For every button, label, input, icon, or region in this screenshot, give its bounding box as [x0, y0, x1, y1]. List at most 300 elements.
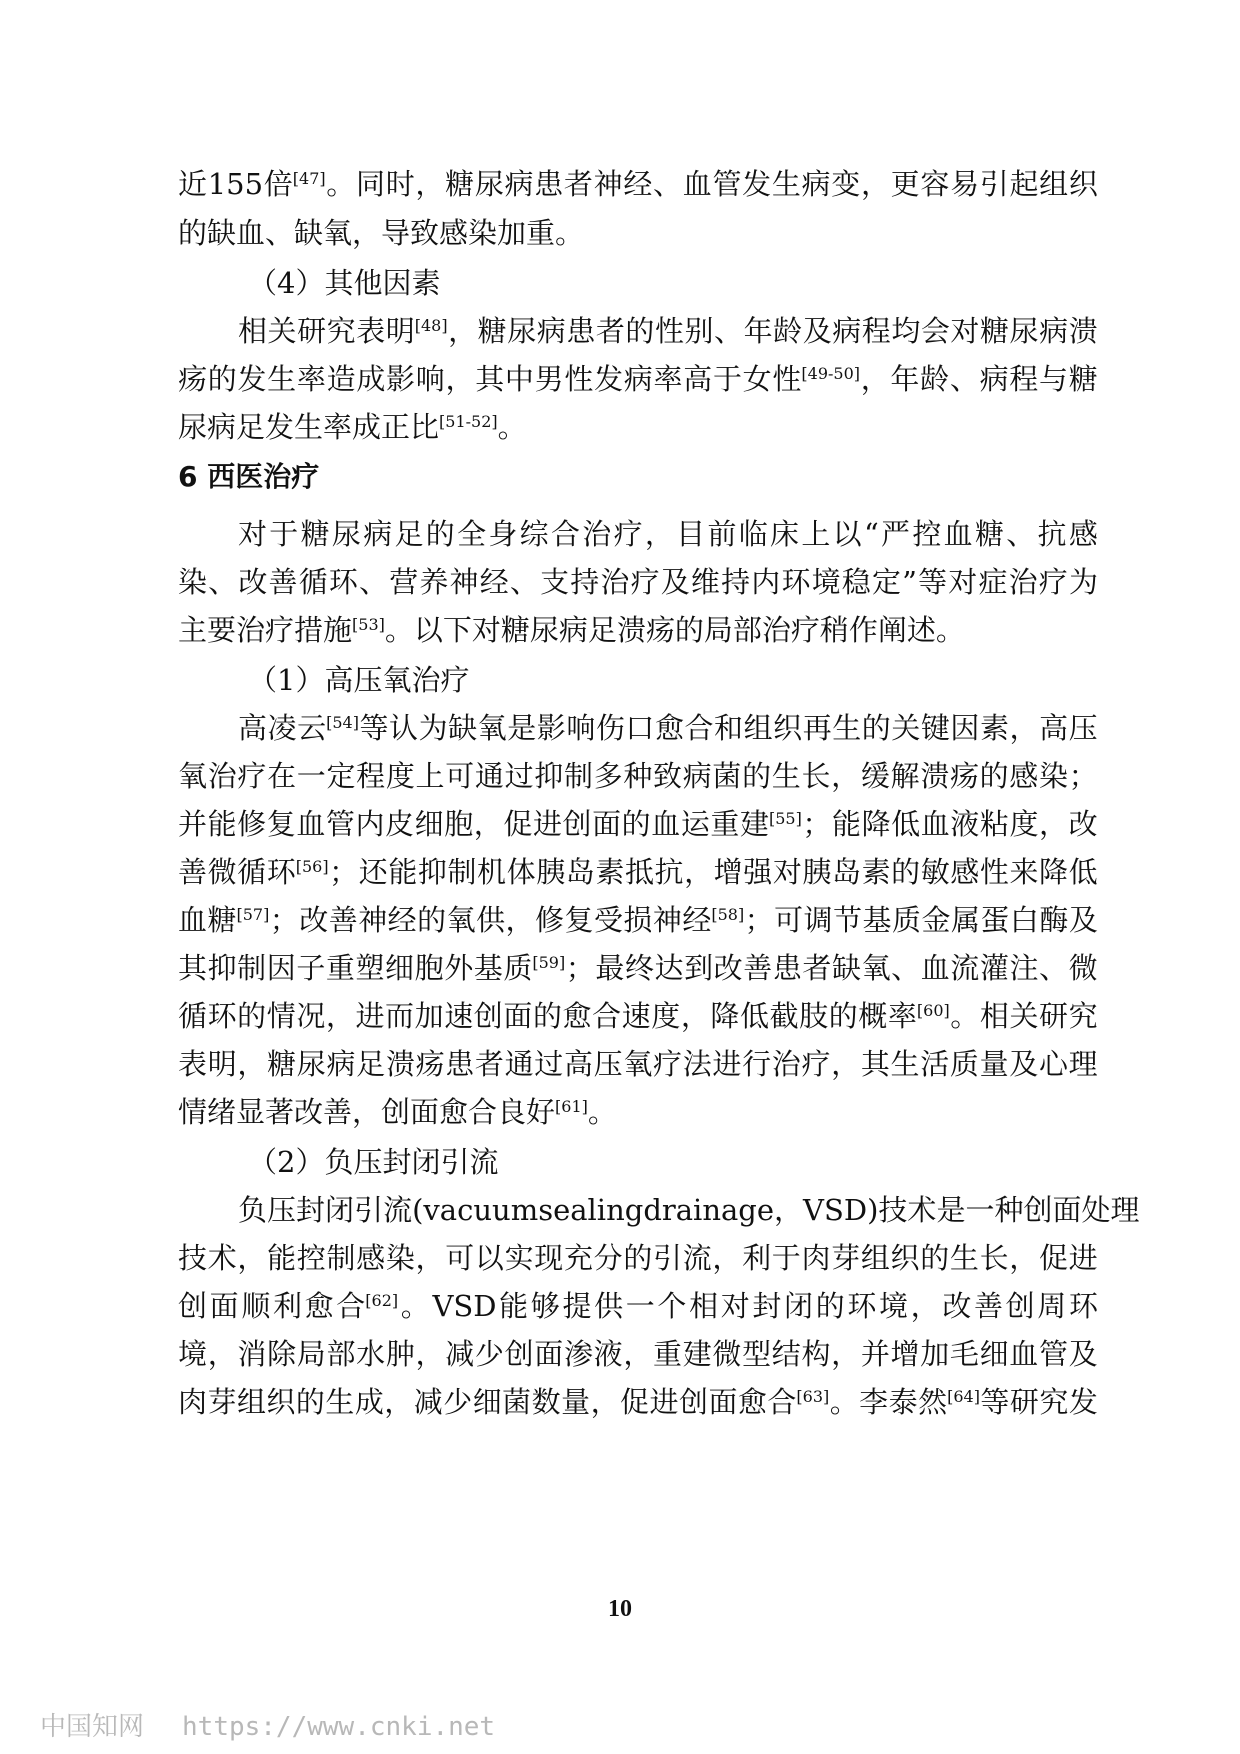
- text-glyph: 血: [682, 167, 712, 201]
- text-glyph: sealing: [538, 1193, 644, 1227]
- text-glyph: 对: [772, 855, 802, 889]
- text-glyph: 别: [684, 314, 714, 348]
- text-glyph: 达: [654, 951, 684, 985]
- text-glyph: 病: [801, 167, 831, 201]
- text-glyph: 的: [920, 1241, 950, 1275]
- text-glyph: 控: [296, 1241, 326, 1275]
- text-glyph: 治: [582, 517, 612, 551]
- text-glyph: 岛: [565, 855, 595, 889]
- text-glyph: 、: [509, 565, 539, 599]
- text-glyph: 倍[47]: [263, 167, 326, 201]
- text-glyph: 质[59]: [503, 951, 566, 985]
- text-glyph: 流: [682, 1241, 712, 1275]
- text-glyph: 少: [443, 1385, 473, 1419]
- text-glyph: 素: [979, 711, 1009, 745]
- text-glyph: 促: [620, 1385, 650, 1419]
- text-glyph: 尿: [1009, 314, 1039, 348]
- text-glyph: 病: [1039, 314, 1069, 348]
- text-glyph: 度: [651, 999, 681, 1033]
- text-run: 。以下对糖尿病足溃疡的局部治疗稍作阐述。: [384, 613, 965, 647]
- text-line: [178, 1092, 1098, 1132]
- text-glyph: 和: [714, 711, 744, 745]
- text-glyph: 疗: [630, 565, 660, 599]
- text-glyph: 经: [387, 903, 417, 937]
- text-run: （4）其他因素: [248, 266, 441, 300]
- text-glyph: ，: [623, 1337, 653, 1371]
- text-glyph: 创: [473, 999, 503, 1033]
- text-glyph: 速: [621, 999, 651, 1033]
- text-line: [178, 1334, 1098, 1374]
- citation-ref: [59]: [532, 953, 566, 972]
- text-glyph: 。: [400, 1289, 430, 1323]
- text-glyph: 充: [563, 1241, 593, 1275]
- citation-ref: [61]: [555, 1097, 588, 1116]
- text-glyph: 、: [891, 951, 921, 985]
- text-glyph: 可: [774, 903, 804, 937]
- text-glyph: 尿: [474, 167, 504, 201]
- text-glyph: ；: [269, 903, 299, 937]
- text-glyph: 其: [178, 951, 208, 985]
- text-glyph: 体: [506, 855, 536, 889]
- text-glyph: 的: [417, 903, 447, 937]
- text-glyph: 组: [1039, 167, 1069, 201]
- text-glyph: 抗: [654, 855, 684, 889]
- text-glyph: 并: [178, 807, 208, 841]
- text-glyph: 织: [1068, 167, 1098, 201]
- text-glyph: ，: [237, 1241, 267, 1275]
- text-glyph: 创: [178, 1289, 208, 1323]
- text-glyph: 疡: [178, 362, 208, 396]
- text-glyph: 皮: [385, 807, 415, 841]
- text-glyph: 合[63]: [767, 1385, 830, 1419]
- text-glyph: ，: [448, 314, 478, 348]
- text-glyph: 建[55]: [739, 807, 802, 841]
- text-glyph: 能: [267, 1241, 297, 1275]
- text-glyph: 降: [1039, 855, 1069, 889]
- text-glyph: ，: [860, 362, 890, 396]
- text-glyph: 增: [890, 1337, 920, 1371]
- text-glyph: ，: [207, 1337, 237, 1371]
- text-glyph: 减: [413, 1385, 443, 1419]
- text-glyph: 利: [742, 1241, 772, 1275]
- text-glyph: 起: [1009, 167, 1039, 201]
- text-glyph: 、: [208, 565, 238, 599]
- text-glyph: 重: [710, 807, 740, 841]
- text-glyph: 因: [266, 951, 296, 985]
- text-glyph: 循: [237, 855, 267, 889]
- text-glyph: ，: [910, 1289, 940, 1323]
- text-glyph: 。: [950, 999, 980, 1033]
- text-glyph: ，: [237, 1047, 267, 1081]
- text-glyph: 相: [689, 1289, 719, 1323]
- text-glyph: 质: [892, 903, 922, 937]
- text-glyph: 影: [536, 711, 566, 745]
- text-glyph: 易: [950, 167, 980, 201]
- text-run: 的缺血、缺氧，导致感染加重。: [178, 216, 585, 250]
- text-glyph: 岛: [831, 855, 861, 889]
- text-glyph: 的: [742, 759, 772, 793]
- text-glyph: 氧: [178, 759, 208, 793]
- text-glyph: 创: [1023, 1193, 1053, 1227]
- text-glyph: 口: [625, 711, 655, 745]
- text-glyph: 修: [535, 903, 565, 937]
- text-glyph: 其: [475, 362, 505, 396]
- text-run: 6 西医治疗: [178, 460, 320, 493]
- text-glyph: 染: [1038, 759, 1068, 793]
- text-glyph: ；: [802, 807, 832, 841]
- text-glyph: 通: [504, 1047, 534, 1081]
- text-glyph: 一: [625, 1289, 655, 1323]
- text-line: [178, 900, 1098, 940]
- text-glyph: 糖[57]: [207, 903, 270, 937]
- text-glyph: 组: [236, 1385, 266, 1419]
- text-glyph: 经[58]: [682, 903, 745, 937]
- text-glyph: 数: [531, 1385, 561, 1419]
- text-glyph: 善: [328, 903, 358, 937]
- text-glyph: 消: [237, 1337, 267, 1371]
- text-glyph: 相: [238, 314, 268, 348]
- text-glyph: 解: [890, 759, 920, 793]
- text-glyph: 压: [593, 1047, 623, 1081]
- text-glyph: 染: [178, 565, 208, 599]
- text-glyph: 面: [708, 1385, 738, 1419]
- text-glyph: 者: [474, 1047, 504, 1081]
- text-glyph: 改: [1068, 807, 1098, 841]
- text-glyph: 病: [536, 314, 566, 348]
- text-glyph: “: [863, 517, 879, 551]
- text-glyph: 生: [832, 711, 862, 745]
- text-glyph: 造: [326, 362, 356, 396]
- text-glyph: 微: [1068, 951, 1098, 985]
- text-glyph: 外: [444, 951, 474, 985]
- text-glyph: 抵: [624, 855, 654, 889]
- text-glyph: 者: [595, 314, 625, 348]
- text-glyph: 愈: [737, 1385, 767, 1419]
- text-glyph: 循: [298, 565, 328, 599]
- text-glyph: 的: [621, 807, 651, 841]
- text-glyph: 封: [752, 1289, 782, 1323]
- text-glyph: 织: [773, 711, 803, 745]
- text-glyph: 支: [540, 565, 570, 599]
- text-glyph: 速: [444, 999, 474, 1033]
- text-glyph: 粘: [979, 807, 1009, 841]
- text-glyph: 建: [682, 1337, 712, 1371]
- text-glyph: 云[54]: [297, 711, 359, 745]
- citation-ref: [60]: [916, 1001, 950, 1020]
- text-line: [178, 407, 1098, 447]
- text-glyph: 发: [1068, 1385, 1098, 1419]
- text-glyph: 量: [979, 1047, 1009, 1081]
- text-glyph: 能: [831, 807, 861, 841]
- citation-ref: [58]: [711, 905, 745, 924]
- text-glyph: 成: [354, 1385, 384, 1419]
- text-glyph: 量: [561, 1385, 591, 1419]
- text-glyph: 进: [1068, 1241, 1098, 1275]
- text-glyph: 微: [207, 855, 237, 889]
- text-glyph: 表: [356, 314, 386, 348]
- text-glyph: 细: [979, 1337, 1009, 1371]
- text-glyph: 血: [651, 807, 681, 841]
- text-glyph: 程: [1009, 362, 1039, 396]
- text-glyph: 流: [950, 951, 980, 985]
- text-glyph: 塑: [355, 951, 385, 985]
- text-glyph: 菌: [712, 759, 742, 793]
- text-glyph: 利: [272, 1289, 302, 1323]
- text-glyph: 可: [445, 1241, 475, 1275]
- text-glyph: 身: [488, 517, 518, 551]
- citation-ref: [62]: [365, 1291, 399, 1310]
- text-glyph: 中: [504, 362, 534, 396]
- text-line: [178, 852, 1098, 892]
- text-glyph: 术: [207, 1241, 237, 1275]
- text-glyph: 闭: [325, 1193, 355, 1227]
- citation-ref: [56]: [295, 857, 329, 876]
- text-glyph: 除: [267, 1337, 297, 1371]
- text-glyph: 行: [742, 1047, 772, 1081]
- text-glyph: 病: [504, 167, 534, 201]
- text-glyph: 龄: [773, 314, 803, 348]
- text-glyph: 合: [550, 517, 580, 551]
- text-glyph: 蛋: [980, 903, 1010, 937]
- text-glyph: ，: [415, 1337, 445, 1371]
- text-glyph: 的: [828, 999, 858, 1033]
- text-glyph: 泰: [888, 1385, 918, 1419]
- text-glyph: 其: [860, 1047, 890, 1081]
- text-glyph: 氧: [446, 903, 476, 937]
- text-glyph: 明[48]: [385, 314, 448, 348]
- cnki-watermark: [40, 1706, 533, 1743]
- text-glyph: 抑: [417, 855, 447, 889]
- text-glyph: 疡: [949, 759, 979, 793]
- text-glyph: ”: [902, 565, 917, 599]
- text-glyph: 供: [594, 1289, 624, 1323]
- citation-ref: [48]: [414, 316, 448, 335]
- text-glyph: 降: [710, 999, 740, 1033]
- text-glyph: 能: [499, 1289, 529, 1323]
- text-glyph: 金: [921, 903, 951, 937]
- text-glyph: 注: [1009, 951, 1039, 985]
- text-glyph: ，: [680, 999, 710, 1033]
- text-glyph: 等: [359, 711, 389, 745]
- text-glyph: 会: [920, 314, 950, 348]
- text-glyph: 缓: [860, 759, 890, 793]
- text-glyph: 伤: [595, 711, 625, 745]
- text-glyph: 液: [950, 807, 980, 841]
- text-run: 。: [587, 1095, 617, 1129]
- text-glyph: 酶: [1039, 903, 1069, 937]
- text-glyph: ，: [590, 1385, 620, 1419]
- text-glyph: 合: [592, 999, 622, 1033]
- text-glyph: ，: [831, 1047, 861, 1081]
- text-glyph: 过: [504, 759, 534, 793]
- text-line: [238, 708, 1098, 748]
- text-glyph: 。: [829, 1385, 859, 1419]
- text-glyph: 症: [978, 565, 1008, 599]
- text-glyph: 发: [594, 362, 624, 396]
- text-glyph: 多: [593, 759, 623, 793]
- text-glyph: ，: [505, 903, 535, 937]
- text-glyph: 等: [980, 1385, 1010, 1419]
- text-glyph: 促: [503, 807, 533, 841]
- text-glyph: 上: [801, 517, 831, 551]
- text-glyph: 全: [457, 517, 487, 551]
- text-glyph: 神: [593, 167, 623, 201]
- citation-ref: [64]: [947, 1387, 980, 1406]
- text-glyph: 流: [383, 1193, 413, 1227]
- text-glyph: 究: [1068, 999, 1098, 1033]
- text-glyph: 率: [653, 362, 683, 396]
- text-glyph: 生: [949, 1241, 979, 1275]
- text-glyph: 部: [326, 1337, 356, 1371]
- text-glyph: 性: [979, 855, 1009, 889]
- text-glyph: 概: [858, 999, 888, 1033]
- text-glyph: 节: [833, 903, 863, 937]
- text-glyph: 凌: [267, 711, 297, 745]
- text-glyph: 治: [207, 759, 237, 793]
- text-glyph: 通: [474, 759, 504, 793]
- text-glyph: 、: [714, 314, 744, 348]
- text-glyph: VSD): [803, 1193, 879, 1227]
- text-glyph: 氧: [861, 951, 891, 985]
- text-glyph: 尿: [296, 1047, 326, 1081]
- citation-ref: [63]: [796, 1387, 830, 1406]
- citation-ref: [54]: [326, 713, 359, 732]
- text-glyph: 生: [771, 167, 801, 201]
- text-glyph: 一: [965, 1193, 995, 1227]
- text-glyph: ，: [684, 855, 714, 889]
- text-glyph: 是: [936, 1193, 966, 1227]
- text-glyph: 疗: [653, 1047, 683, 1081]
- text-glyph: 构: [801, 1337, 831, 1371]
- text-glyph: 理: [1110, 1193, 1140, 1227]
- text-glyph: ，: [415, 1241, 445, 1275]
- text-line: [178, 1044, 1098, 1084]
- text-glyph: 长: [801, 759, 831, 793]
- text-glyph: 与: [1039, 362, 1069, 396]
- text-glyph: 活: [920, 1047, 950, 1081]
- text-glyph: 患: [772, 951, 802, 985]
- text-glyph: 织: [890, 1241, 920, 1275]
- text-glyph: 创: [678, 1385, 708, 1419]
- text-glyph: 感: [950, 855, 980, 889]
- text-glyph: 毛: [949, 1337, 979, 1371]
- text-glyph: 局: [296, 1337, 326, 1371]
- text-glyph: 者: [563, 167, 593, 201]
- text-glyph: 再: [802, 711, 832, 745]
- text-glyph: 善: [743, 951, 773, 985]
- text-glyph: 糖: [477, 314, 507, 348]
- text-glyph: 对: [948, 565, 978, 599]
- text-glyph: 疗: [613, 517, 643, 551]
- text-glyph: 质: [949, 1047, 979, 1081]
- text-glyph: 善: [973, 1289, 1003, 1323]
- text-glyph: 明: [207, 1047, 237, 1081]
- text-glyph: 愈: [304, 1289, 334, 1323]
- text-glyph: 发: [237, 362, 267, 396]
- text-glyph: ，: [384, 1385, 414, 1419]
- text-glyph: 截: [769, 999, 799, 1033]
- text-glyph: 型: [742, 1337, 772, 1371]
- text-glyph: 成: [356, 362, 386, 396]
- text-glyph: 上: [415, 759, 445, 793]
- citation-ref: [55]: [769, 809, 802, 828]
- text-glyph: 于: [771, 1241, 801, 1275]
- text-glyph: 糖: [300, 517, 330, 551]
- text-glyph: 时: [385, 167, 415, 201]
- text-glyph: 率: [296, 362, 326, 396]
- text-glyph: 一: [296, 759, 326, 793]
- text-glyph: 属: [950, 903, 980, 937]
- text-glyph: 及: [1068, 1337, 1098, 1371]
- text-glyph: 芽: [831, 1241, 861, 1275]
- text-glyph: 近: [178, 167, 208, 201]
- text-glyph: 感: [1068, 517, 1098, 551]
- text-line: [178, 610, 1098, 650]
- text-glyph: 及: [1009, 1047, 1039, 1081]
- text-glyph: 对: [720, 1289, 750, 1323]
- text-glyph: 性[49-50]: [772, 362, 860, 396]
- text-glyph: ，: [325, 999, 355, 1033]
- text-glyph: 女: [742, 362, 772, 396]
- text-glyph: 面: [534, 1337, 564, 1371]
- citation-ref: [51-52]: [439, 412, 498, 431]
- text-glyph: 对: [238, 517, 268, 551]
- text-glyph: 胞: [444, 807, 474, 841]
- text-glyph: ，: [1009, 1241, 1039, 1275]
- text-glyph: 循: [178, 999, 208, 1033]
- text-glyph: 患: [534, 167, 564, 201]
- text-glyph: 糖: [974, 517, 1004, 551]
- text-glyph: 病: [682, 759, 712, 793]
- text-glyph: 持: [570, 565, 600, 599]
- text-glyph: 生: [267, 362, 297, 396]
- text-glyph: 血: [178, 903, 208, 937]
- text-line: [178, 1286, 1098, 1326]
- text-run: 。: [497, 410, 527, 444]
- citation-ref: [57]: [236, 905, 270, 924]
- text-glyph: 缺: [831, 951, 861, 985]
- text-glyph: 境: [811, 565, 841, 599]
- text-glyph: 神: [358, 903, 388, 937]
- page-number: 10: [608, 1596, 632, 1622]
- text-glyph: 高: [238, 711, 268, 745]
- text-glyph: 愈: [654, 711, 684, 745]
- text-glyph: 影: [386, 362, 416, 396]
- text-glyph: 患: [445, 1047, 475, 1081]
- text-glyph: 处: [1081, 1193, 1111, 1227]
- text-glyph: 面: [592, 807, 622, 841]
- text-glyph: 养: [419, 565, 449, 599]
- text-glyph: 抑: [534, 759, 564, 793]
- text-glyph: 微: [712, 1337, 742, 1371]
- text-glyph: 创: [562, 807, 592, 841]
- text-glyph: 的: [532, 999, 562, 1033]
- text-line: [178, 756, 1098, 796]
- text-glyph: 键: [920, 711, 950, 745]
- text-glyph: 病: [979, 362, 1009, 396]
- text-glyph: 环: [781, 565, 811, 599]
- text-glyph: 菌: [502, 1385, 532, 1419]
- text-glyph: 为: [1068, 565, 1098, 599]
- text-glyph: 织: [266, 1385, 296, 1419]
- text-glyph: 的: [979, 759, 1009, 793]
- text-glyph: 治: [600, 565, 630, 599]
- text-glyph: 提: [562, 1289, 592, 1323]
- text-glyph: 子: [296, 951, 326, 985]
- text-glyph: 发: [742, 167, 772, 201]
- text-glyph: 性: [654, 314, 684, 348]
- subsection-heading: [248, 1142, 1168, 1182]
